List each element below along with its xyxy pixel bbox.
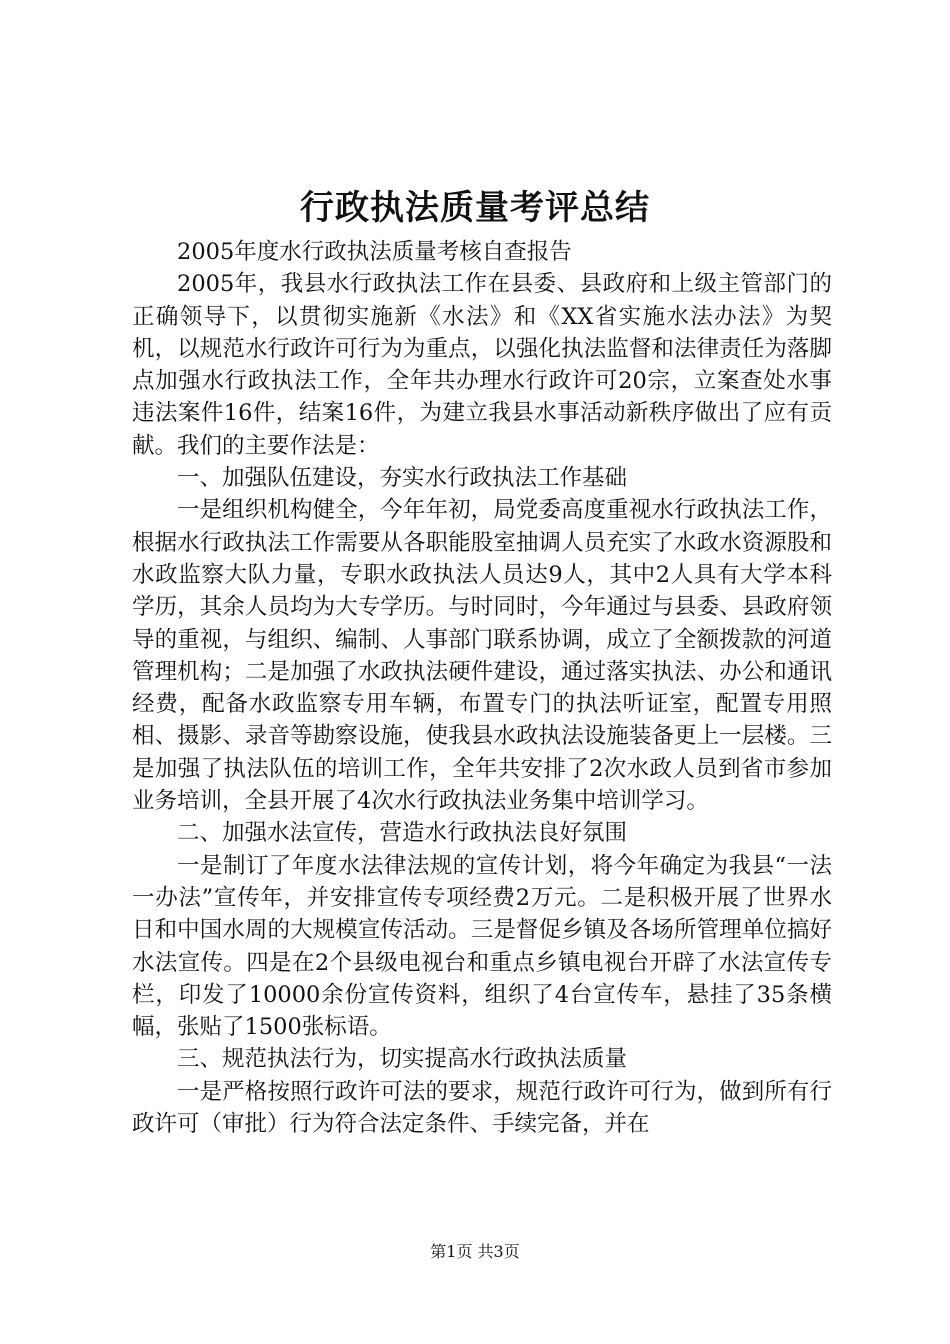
paragraph-section-1: 一是组织机构健全，今年年初，局党委高度重视水行政执法工作，根据水行政执法工作需要从各职能股室抽调人员充实了水政水资源股和水政监察大队力量，专职水政执法人员达9人，其中2人具有大学本科学历，其余人员均为大专学历。与时同时，今年通过与县委、县政府领导的重视，与组织、编制、人事部门联系协调，成立了全额拨款的河道管理机构；二是加强了水政执法硬件建设，通过落实执法、办公和通讯经费，配备水政监察专用车辆，布置专门的执法听证室，配置专用照相、摄影、录音等勘察设施，使我县水政执法设施装备更上一层楼。三是加强了执法队伍的培训工作，全年共安排了2次水政人员到省市参加业务培训，全县开展了4次水行政执法业务集中培训学习。 — [132, 497, 832, 815]
section-heading-3: 三、规范执法行为，切实提高水行政执法质量 — [177, 1046, 628, 1073]
paragraph-section-2: 一是制订了年度水法律法规的宣传计划，将今年确定为我县“一法一办法”宣传年，并安排宣传专项经费2万元。二是积极开展了世界水日和中国水周的大规模宣传活动。三是督促乡镇及各场所管理单位搞好水法宣传。四是在2个县级电视台和重点乡镇电视台开辟了水法宣传专栏，印发了10000余份宣传资料，组织了4台宣传车，悬挂了35条横幅，张贴了1500张标语。 — [132, 852, 832, 1041]
paragraph-section-3: 一是严格按照行政许可法的要求，规范行政许可行为，做到所有行政许可（审批）行为符合法定条件、手续完备，并在 — [132, 1078, 832, 1138]
paragraph-report-subtitle: 2005年度水行政执法质量考核自查报告 — [177, 239, 572, 265]
document-body — [132, 236, 832, 1140]
paragraph-intro: 2005年，我县水行政执法工作在县委、县政府和上级主管部门的正确领导下，以贯彻实施新《水法》和《XX省实施水法办法》为契机，以规范水行政许可行为为重点，以强化执法监督和法律责任为落脚点加强水行政执法工作，全年共办理水行政许可20宗，立案查处水事违法案件16件，结案16件，为建立我县水事活动新秩序做出了应有贡献。我们的主要作法是： — [132, 271, 832, 459]
page-number-footer: 第1页 共3页 — [430, 1242, 520, 1261]
document-title: 行政执法质量考评总结 — [300, 188, 650, 228]
section-heading-2: 二、加强水法宣传，营造水行政执法良好氛围 — [177, 820, 628, 847]
section-heading-1: 一、加强队伍建设，夯实水行政执法工作基础 — [177, 465, 628, 492]
